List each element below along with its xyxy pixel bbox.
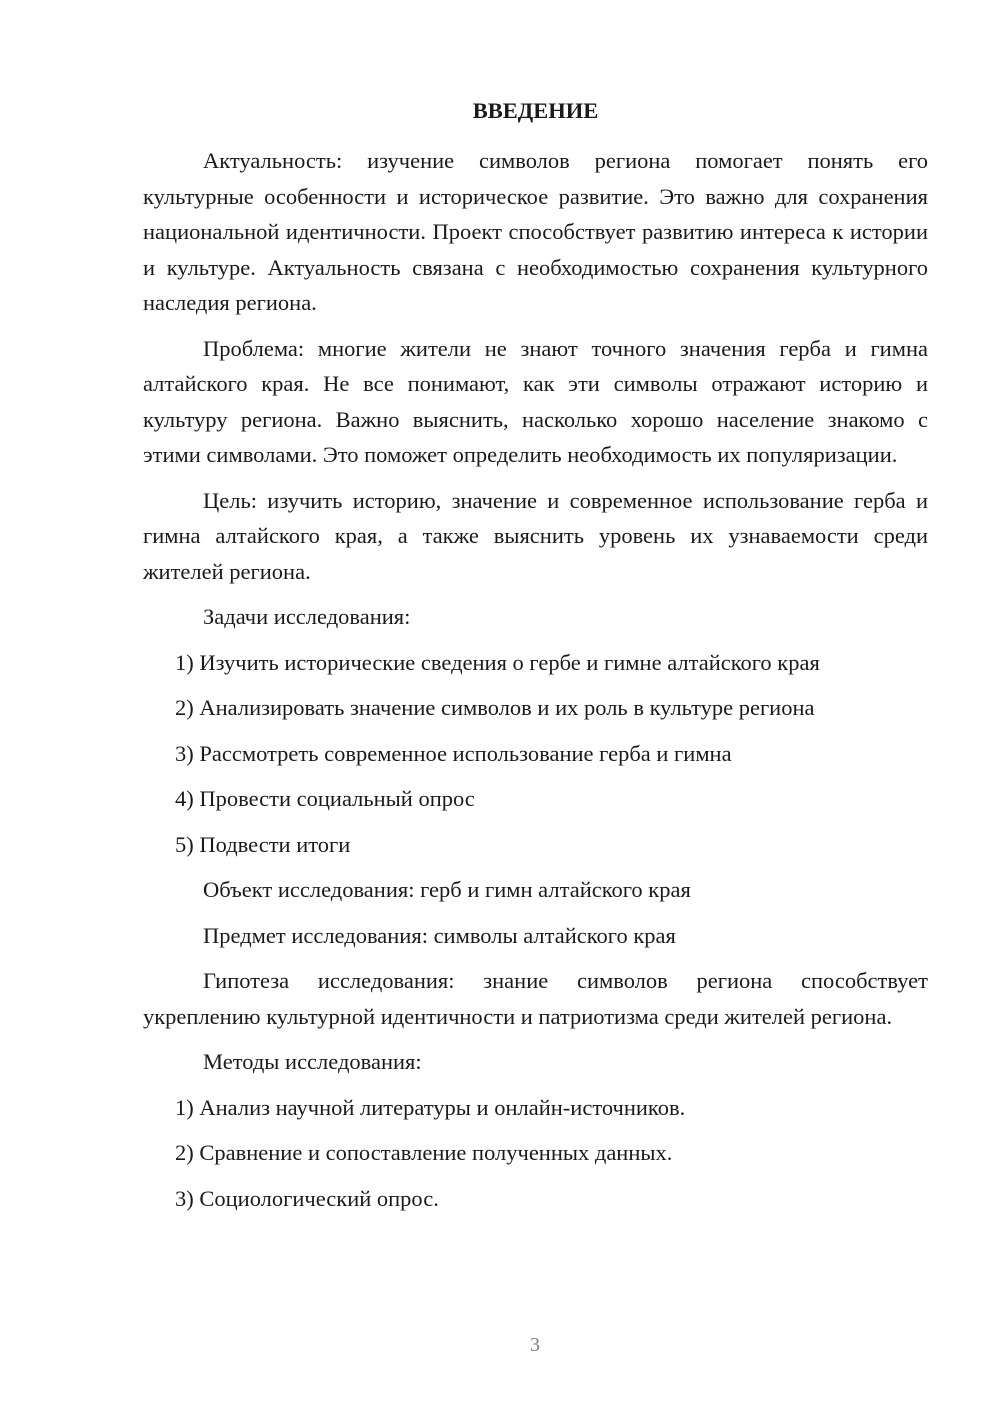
- hypothesis-paragraph: Гипотеза исследования: знание символов региона способствует укреплению культурной идентичности и патриотизма среди жителей региона.: [143, 968, 928, 1029]
- relevance-paragraph: Актуальность: изучение символов региона помогает понять его культурные особенности и историческое развитие. Это важно для сохранения национальной идентичности. Проект способствует развитию интереса к истории и культуре. Актуальность связана с необходимостью сохранения культурного наследия региона.: [143, 148, 928, 315]
- section-title: ВВЕДЕНИЕ: [472, 98, 599, 123]
- methods-label: Методы исследования:: [203, 1049, 422, 1074]
- task-item-2: 2) Анализировать значение символов и их роль в культуре региона: [175, 695, 815, 720]
- method-item-1: 1) Анализ научной литературы и онлайн-источников.: [175, 1094, 686, 1120]
- tasks-label: Задачи исследования:: [203, 604, 411, 629]
- research-object: Объект исследования: герб и гимн алтайского края: [203, 877, 691, 902]
- page-number: 3: [530, 1334, 540, 1356]
- document-page: [143, 95, 928, 1226]
- task-item-5: 5) Подвести итоги: [175, 831, 351, 857]
- goal-paragraph: Цель: изучить историю, значение и современное использование герба и гимна алтайского края, а также выяснить уровень их узнаваемости среди жителей региона.: [143, 487, 928, 584]
- research-subject: Предмет исследования: символы алтайского края: [203, 922, 676, 948]
- method-item-2: 2) Сравнение и сопоставление полученных данных.: [175, 1140, 673, 1165]
- task-item-4: 4) Провести социальный опрос: [175, 786, 475, 811]
- task-item-1: 1) Изучить исторические сведения о гербе и гимне алтайского края: [175, 649, 820, 675]
- method-item-3: 3) Социологический опрос.: [175, 1185, 439, 1211]
- task-item-3: 3) Рассмотреть современное использование герба и гимна: [175, 740, 732, 766]
- problem-paragraph: Проблема: многие жители не знают точного значения герба и гимна алтайского края. Не все понимают, как эти символы отражают историю и культуру региона. Важно выяснить, насколько хорошо население знакомо с этими символами. Это поможет определить необходимость их популяризации.: [143, 335, 928, 467]
